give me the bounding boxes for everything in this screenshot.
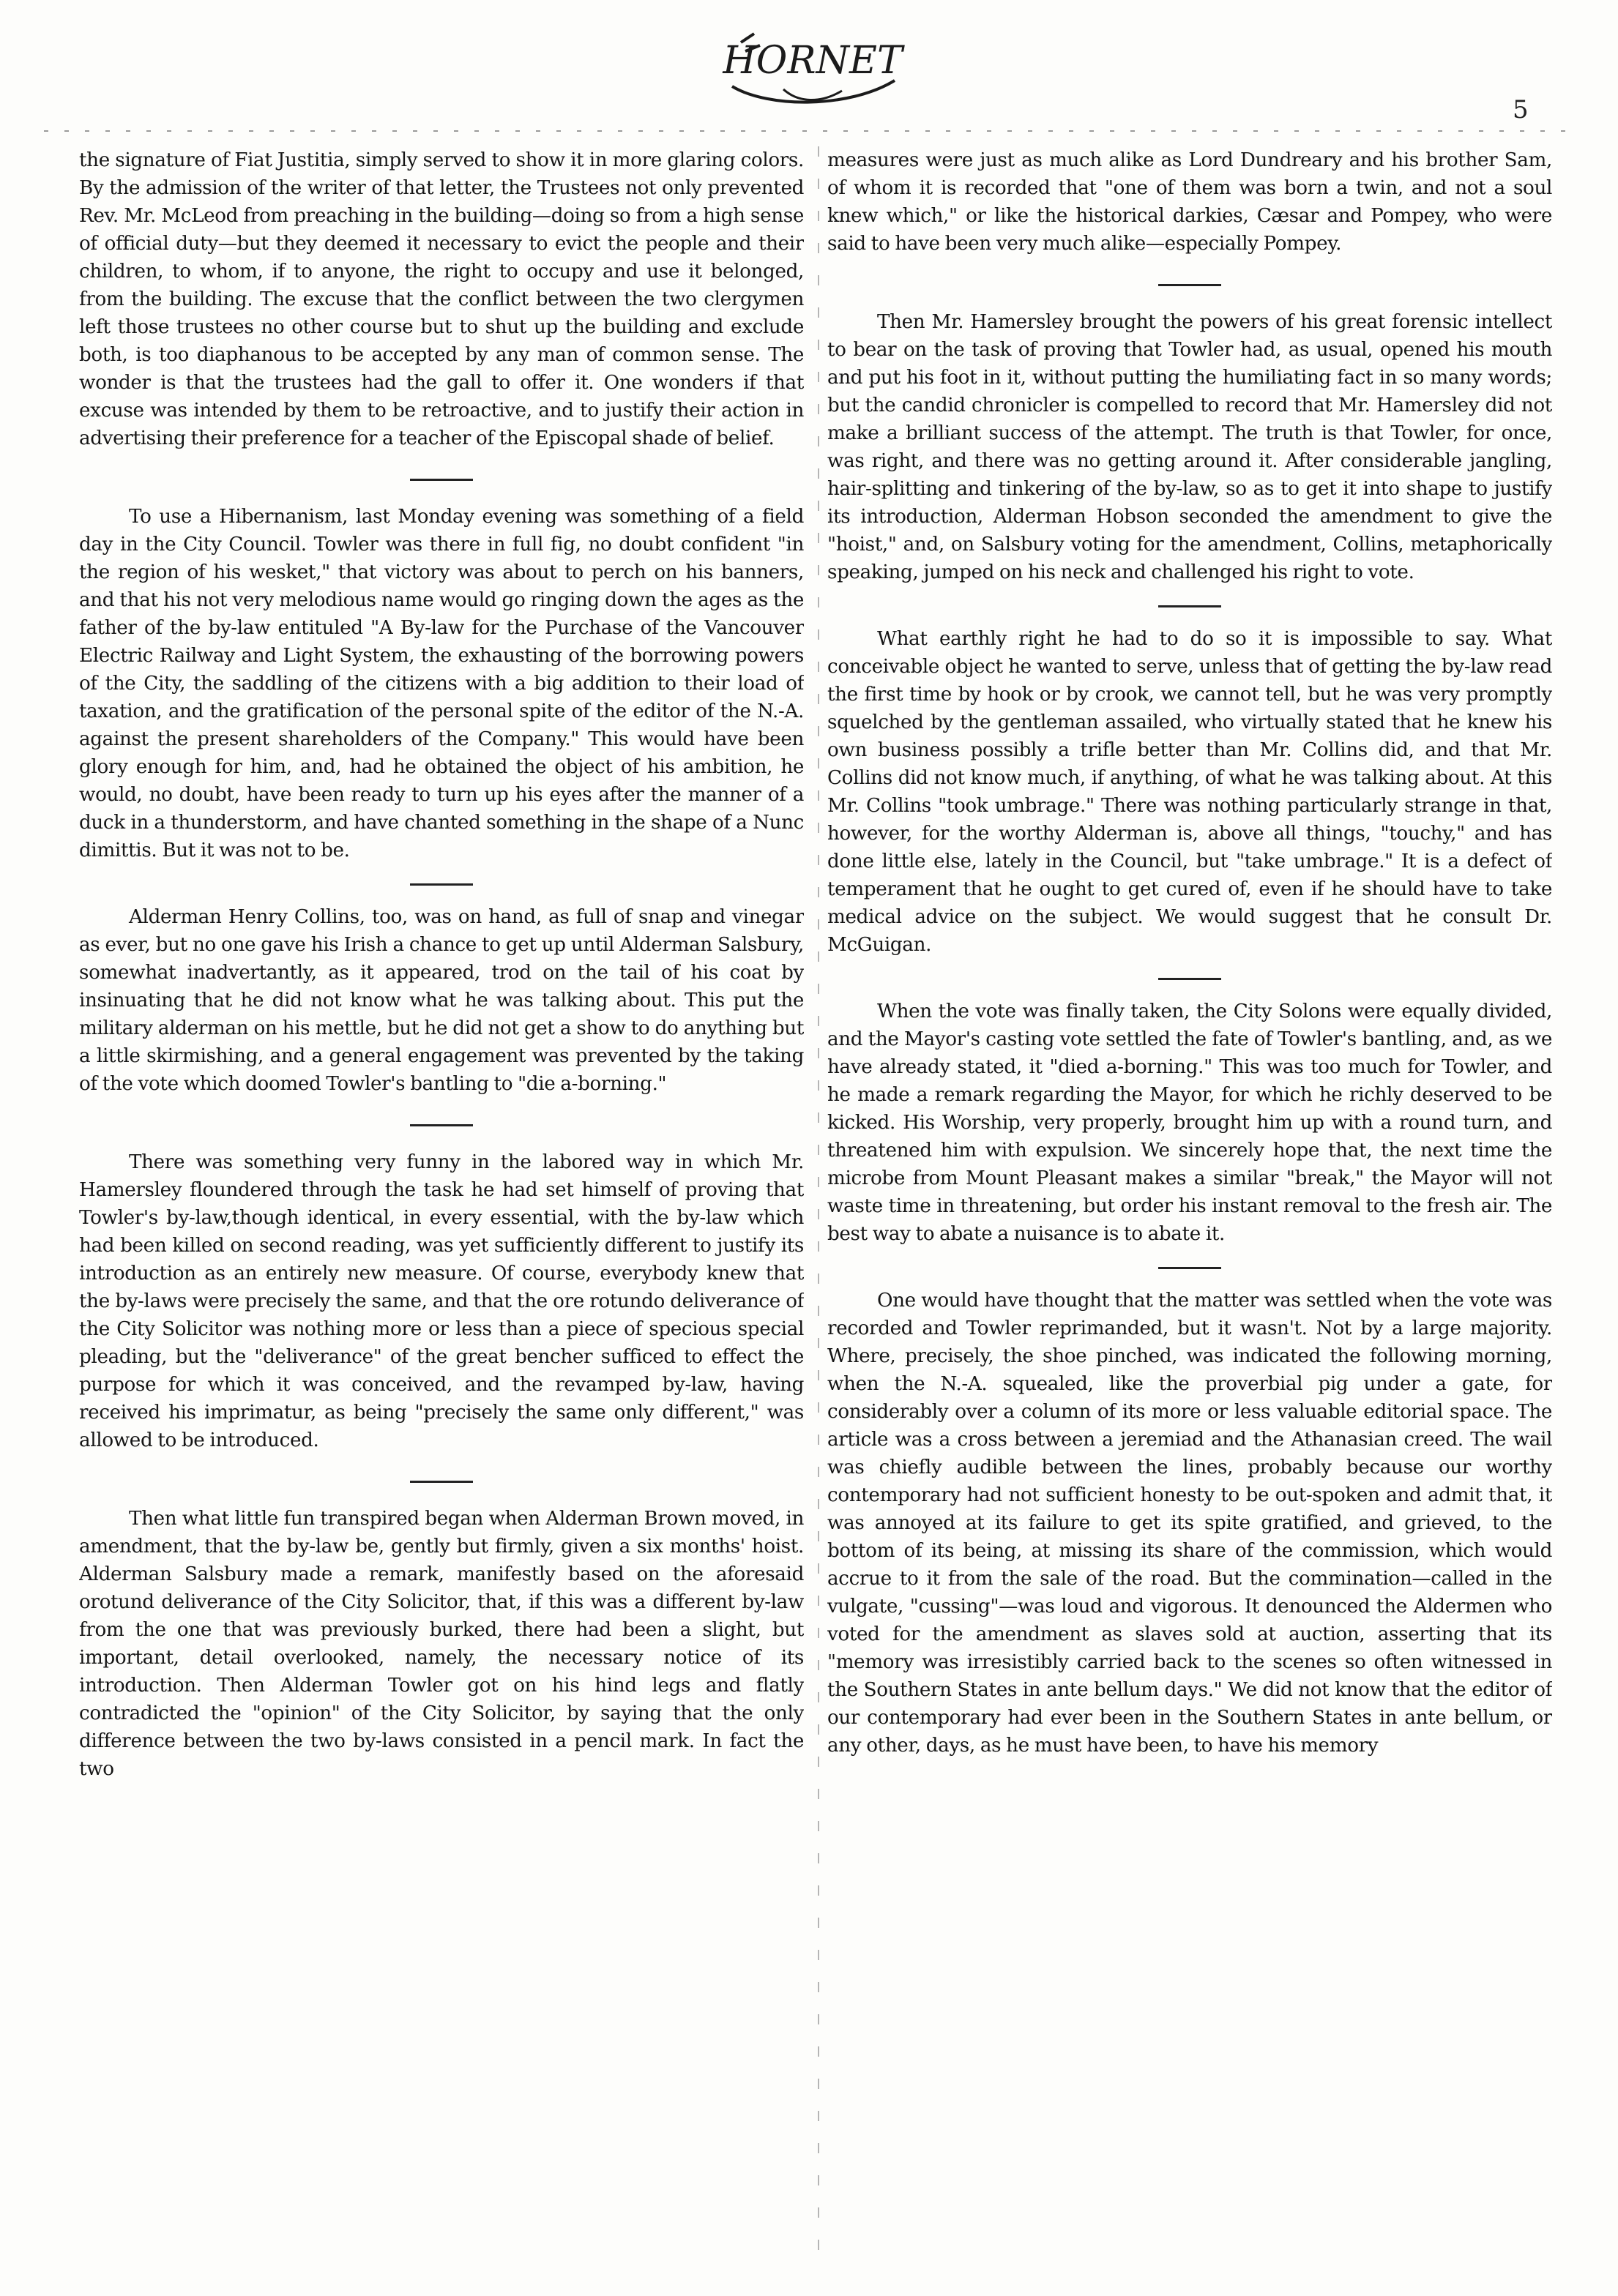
section-divider — [410, 883, 473, 886]
article-paragraph: Alderman Henry Collins, too, was on hand, as full of snap and vinegar as ever, but no one gave his Irish a chance to get up until Alderman Salsbury, somewhat inadvertantly, as it appeared, trod on the tail of his coat by insinuating that he did not know what he was talking about. This put the military alderman on his mettle, but he did not get a show to do anything but a little skirmishing, and a general engagement was prevented by the taking of the vote which doomed Towler's bantling to "die a-borning." — [79, 906, 804, 1095]
section-divider — [1158, 605, 1221, 607]
section-divider — [1158, 1267, 1221, 1269]
left-column — [79, 146, 804, 2269]
article-paragraph: One would have thought that the matter was settled when the vote was recorded and Towler reprimanded, but it wasn't. Not by a large majority. Where, precisely, the shoe pinched, was indicated the following morning, when the N.-A. squealed, like the proverbial pig under a gate, for considerably over a column of its more or less valuable editorial space. The article was a cross between a jeremiad and the Athanasian creed. The wail was chiefly audible between the lines, probably because our worthy contemporary had not sufficient honesty to be out-spoken and admit that, it was annoyed at its failure to get its spite gratified, and grieved, to the bottom of its being, at missing its share of the commission, which would accrue to it from the sale of the road. But the commination—called in the vulgate, "cussing"—was loud and vigorous. It denounced the Aldermen who voted for the amendment as slaves sold at auction, asserting that its "memory was irresistibly carried back to the scenes so often witnessed in the Southern States in ante bellum days." We did not know that the editor of our contemporary had ever been in the Southern States in ante bellum, or any other, days, as he must have been, to have his memory — [827, 1290, 1552, 1757]
section-divider — [1158, 284, 1221, 286]
header-dotted-rule — [44, 128, 1574, 134]
article-paragraph: measures were just as much alike as Lord Dundreary and his brother Sam, of whom it is recorded that "one of them was born a twin, and not a soul knew which," or like the historical darkies, Cæsar and Pompey, who were said to have been very much alike—especially Pompey. — [827, 149, 1552, 255]
article-paragraph: the signature of Fiat Justitia, simply served to show it in more glaring colors. By the admission of the writer of that letter, the Trustees not only prevented Rev. Mr. McLeod from preaching in the building—doing so from a high sense of official duty—but they deemed it necessary to evict the people and their children, to whom, if to anyone, the right to occupy and use it belonged, from the building. The excuse that the conflict between the two clergymen left those trustees no other course but to shut up the building and exclude both, is too diaphanous to be accepted by any man of common sense. The wonder is that the trustees had the gall to offer it. One wonders if that excuse was intended by them to be retroactive, and to justify their action in advertising their preference for a teacher of the Episcopal shade of belief. — [79, 149, 804, 449]
page-number: 5 — [1513, 95, 1529, 124]
article-paragraph: Then what little fun transpired began when Alderman Brown moved, in amendment, that the by-law be, gently but firmly, given a six months' hoist. Alderman Salsbury made a remark, manifestly based on the aforesaid orotund deliverance of the City Solicitor, that, if this was a different by-law from the one that was previously burked, there had been a slight, but important, detail overlooked, namely, the necessary notice of its introduction. Then Alderman Towler got on his hind legs and flatly contradicted the "opinion" of the City Solicitor, by saying that the only difference between the two by-laws consisted in a pencil mark. In fact the two — [79, 1508, 804, 1780]
section-divider — [410, 479, 473, 481]
section-divider — [410, 1481, 473, 1483]
masthead-title: HORNET — [723, 39, 903, 83]
article-paragraph: When the vote was finally taken, the City Solons were equally divided, and the Mayor's casting vote settled the fate of Towler's bantling, and, as we have already stated, it "died a-borning." This was too much for Towler, and he made a remark regarding the Mayor, for which he richly deserved to be kicked. His Worship, very properly, brought him up with a round turn, and threatened him with expulsion. We sincerely hope that, the next time the microbe from Mount Pleasant makes a similar "break," the Mayor will not waste time in threatening, but order his instant removal to the fresh air. The best way to abate a nuisance is to abate it. — [827, 1001, 1552, 1245]
hornet-masthead-logo — [703, 13, 922, 123]
article-paragraph: To use a Hibernanism, last Monday evening was something of a field day in the City Council. Towler was there in full fig, no doubt confident "in the region of his wesket," that victory was about to perch on his banners, and that his not very melodious name would go ringing down the ages as the father of the by-law entituled "A By-law for the Purchase of the Vancouver Electric Railway and Light System, the exhausting of the borrowing powers of the City, the saddling of the citizens with a big addition to their load of taxation, and the gratification of the personal spite of the editor of the N.-A. against the present shareholders of the Company." This would have been glory enough for him, and, had he obtained the object of his ambition, he would, no doubt, have been ready to turn up his eyes after the manner of a duck in a thunderstorm, and have chanted something in the shape of a Nunc dimittis. But it was not to be. — [79, 506, 804, 861]
section-divider — [1158, 978, 1221, 980]
right-column — [827, 146, 1552, 2269]
article-paragraph: What earthly right he had to do so it is impossible to say. What conceivable object he wanted to serve, unless that of getting the by-law read the first time by hook or by crook, we cannot tell, but he was very promptly squelched by the gentleman assailed, who virtually stated that he knew his own business possibly a trifle better than Mr. Collins did, and that Mr. Collins did not know much, if anything, of what he was talking about. At this Mr. Collins "took umbrage." There was nothing particularly strange in that, however, for the worthy Alderman is, above all things, "touchy," and has done little else, lately in the Council, but "take umbrage." It is a defect of temperament that he ought to get cured of, even if he should have to take medical advice on the subject. We would suggest that he consult Dr. McGuigan. — [827, 628, 1552, 956]
article-paragraph: Then Mr. Hamersley brought the powers of his great forensic intellect to bear on the task of proving that Towler had, as usual, opened his mouth and put his foot in it, without putting the humiliating fact in so many words; but the candid chronicler is compelled to record that Mr. Hamersley did not make a brilliant success of the attempt. The truth is that Towler, for once, was right, and there was no getting around it. After considerable jangling, hair-splitting and tinkering of the by-law, so as to get it into shape to justify its introduction, Alderman Hobson seconded the amendment to give the "hoist," and, on Salsbury voting for the amendment, Collins, metaphorically speaking, jumped on his neck and challenged his right to vote. — [827, 311, 1552, 583]
section-divider — [410, 1124, 473, 1126]
column-gutter-rule — [817, 146, 820, 2254]
article-paragraph: There was something very funny in the labored way in which Mr. Hamersley floundered through the task he had set himself of proving that Towler's by-law,though identical, in every essential, with the by-law which had been killed on second reading, was yet sufficiently different to justify its introduction as an entirely new measure. Of course, everybody knew that the by-laws were precisely the same, and that the ore rotundo deliverance of the City Solicitor was nothing more or less than a piece of specious special pleading, but the "deliverance" of the great bencher sufficed to effect the purpose for which it was conceived, and the revamped by-law, having received his imprimatur, as being "precisely the same only different," was allowed to be introduced. — [79, 1151, 804, 1451]
